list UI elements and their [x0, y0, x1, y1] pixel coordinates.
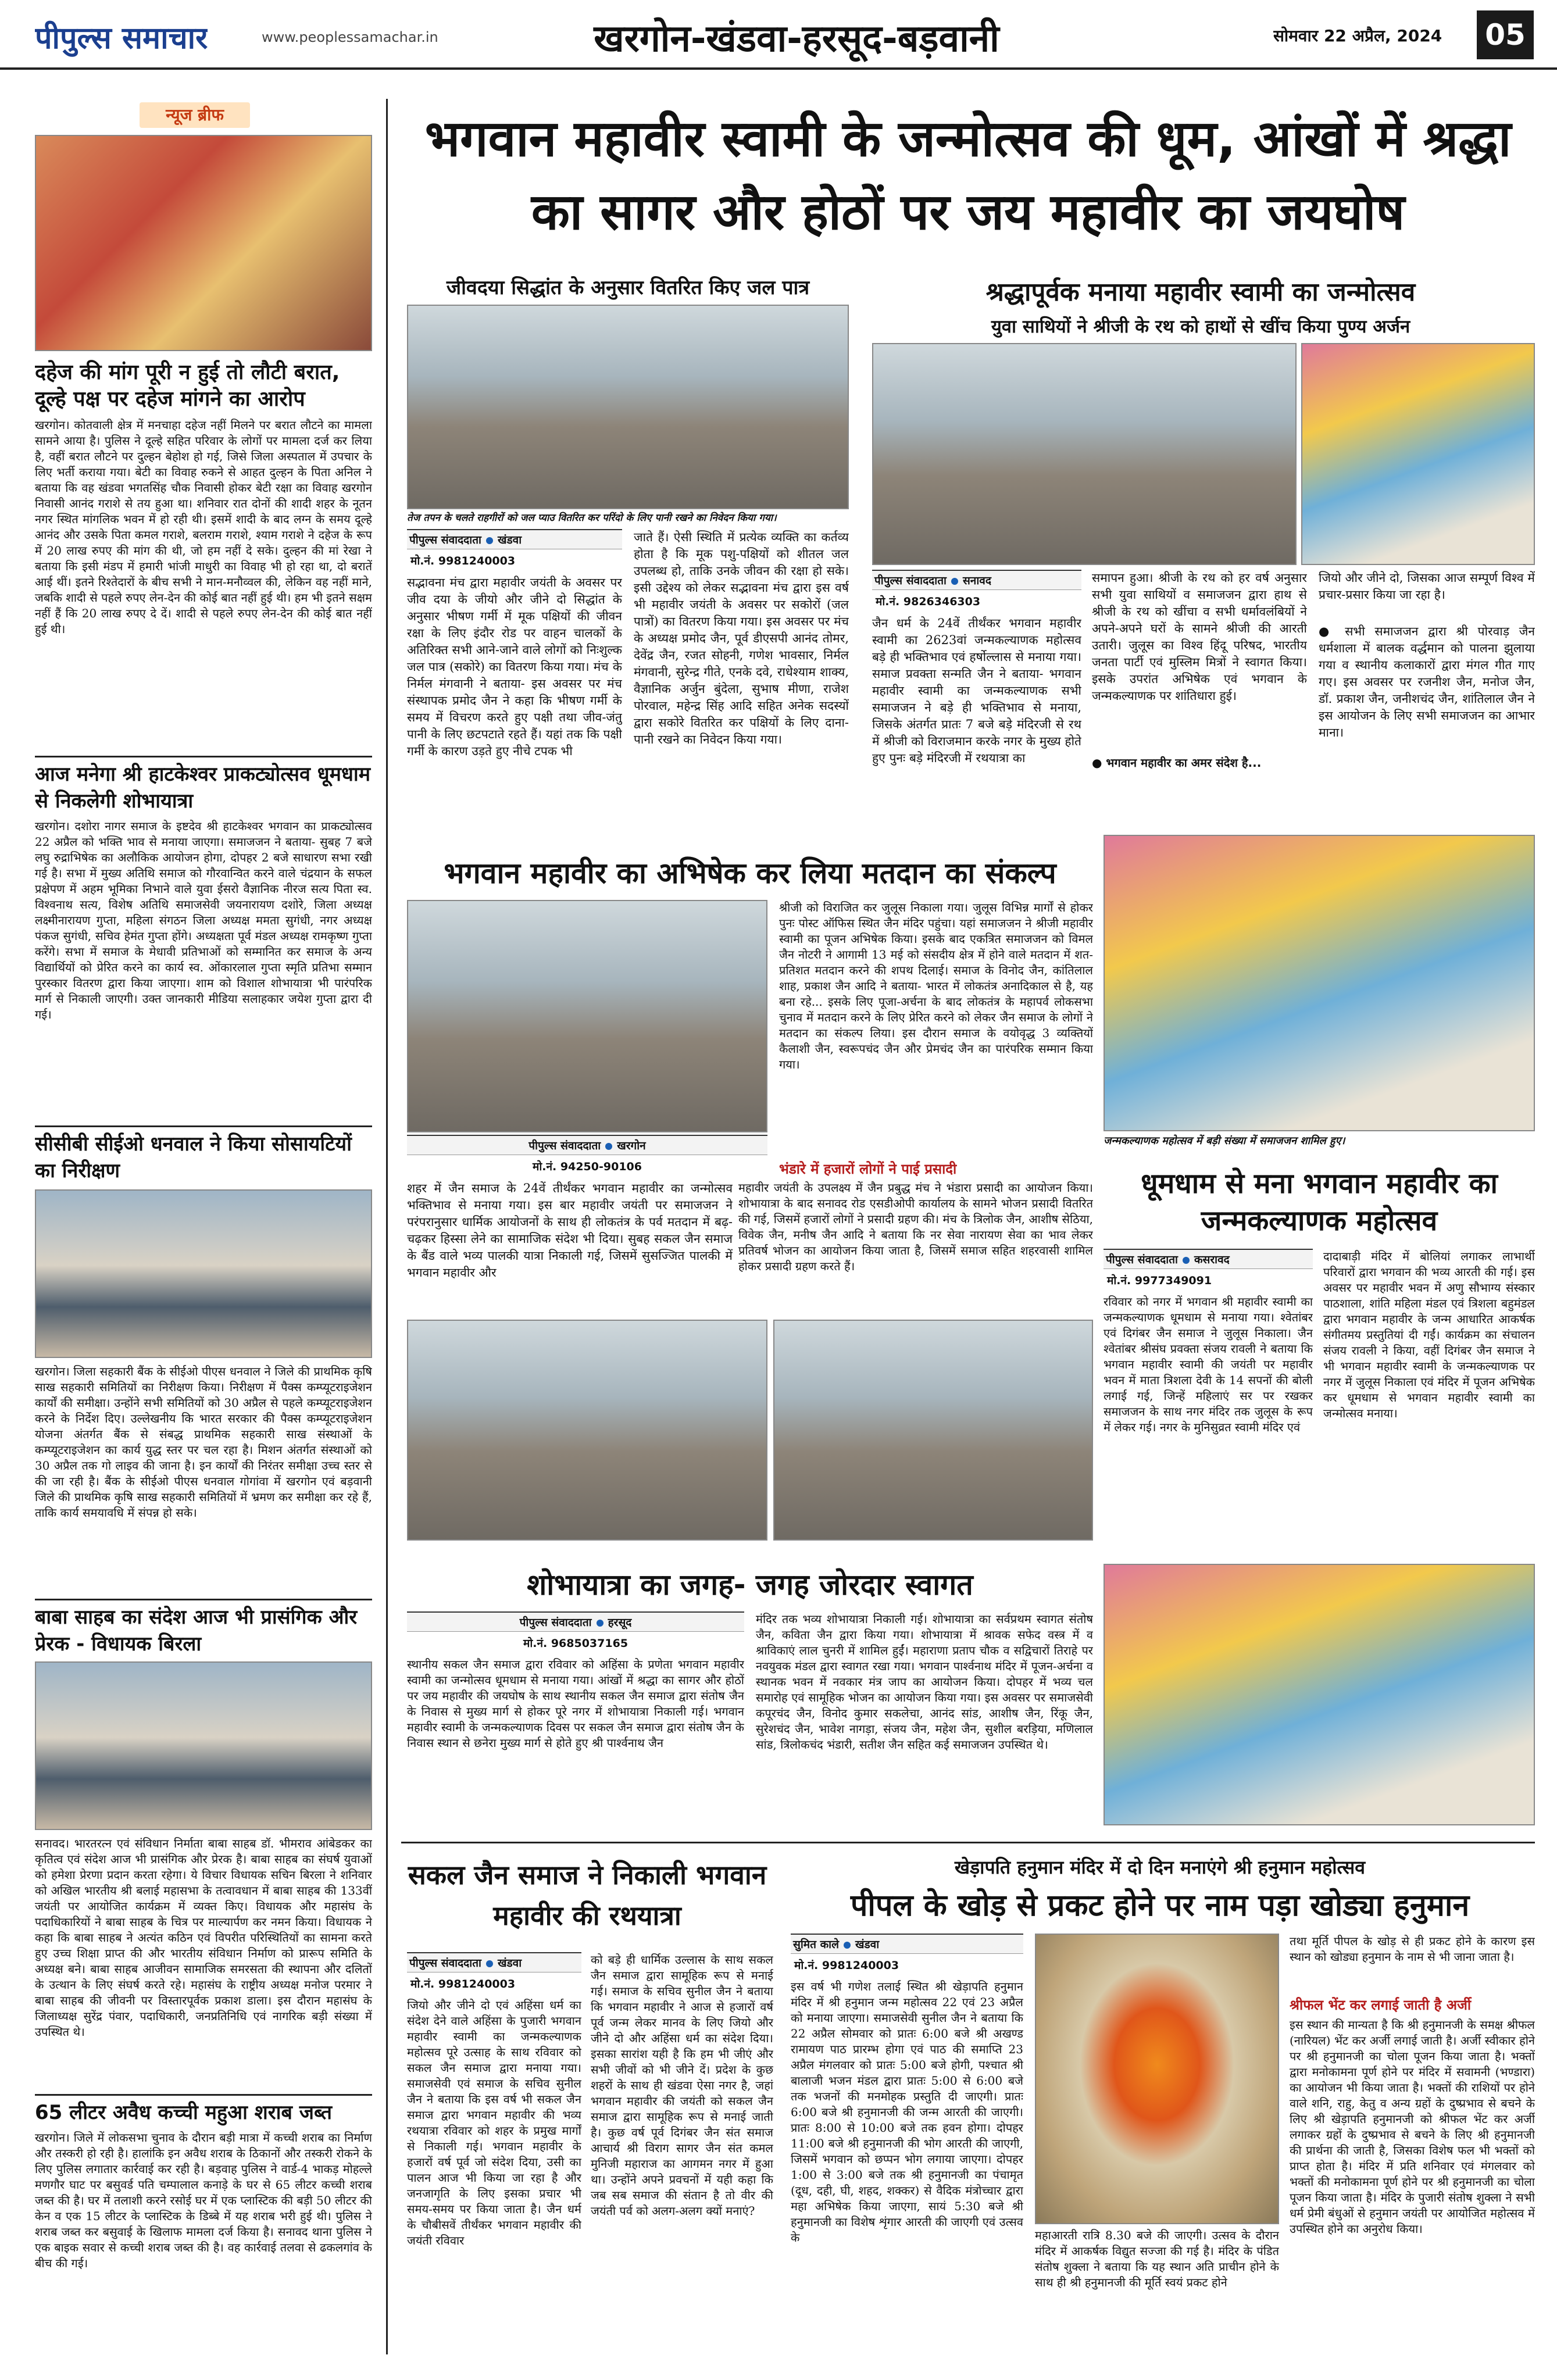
byline-place: हरसूद [608, 1616, 632, 1629]
sanawad-bullet-2 [1319, 623, 1535, 809]
byline-place: खरगोन [617, 1139, 646, 1152]
byline-text: पीपुल्स संवाददाता [1106, 1253, 1178, 1266]
byline-place: खंडवा [497, 1957, 522, 1970]
page-number: 05 [1477, 10, 1534, 59]
water-mobile: मो.नं. 9981240003 [410, 555, 516, 567]
khargone-mobile: मो.नं. 94250-90106 [533, 1160, 642, 1173]
byline-text: पीपुल्स संवाददाता [409, 1957, 481, 1970]
brief-2-body: खरगोन। दशोरा नागर समाज के इष्टदेव श्री हाटकेश्वर भगवान का प्राकट्योत्सव 22 अप्रैल को भक्ति भाव से मनाया जाएगा। समाजजन ने बताया- सुबह 7 बजे लघु रुद्राभिषेक का अलौकिक आयोजन होगा, दोपहर 2 बजे साधारण सभा रखी गई है। सभा में मुख्य अतिथि समाज को गौरवान्वित करने वाले चंद्रयान के सफल प्रक्षेपण में अहम भूमिका निभाने वाले युवा ईसरो वैज्ञानिक नीरज सत्य पिता स्व. विश्वनाथ सत्य, विशेष अतिथि समाजसेवी जयनारायण दशोरे, जिला अध्यक्ष लक्ष्मीनारायण गुप्ता, महिला संगठन जिला अध्यक्ष ममता सुगंधी, नगर अध्यक्ष पंकज सुगंधी, सचिव हेमंत गुप्ता होंगे। अध्यक्षता पूर्व मंडल अध्यक्ष रामकृष्ण गुप्ता करेंगे। सभा में समाज के मेधावी प्रतिभाओं को सम्मानित कर समाज के अन्य विद्यार्थियों को प्रेरित करने का कार्य स्व. ओंकारलाल गुप्ता स्मृति प्रतिभा सम्मान पुरस्कार वितरण द्वारा किया जाएगा। शाम को विशाल शोभायात्रा भी पारंपरिक मार्ग से निकाली जाएगी। उक्त जानकारी मीडिया सलाहकार जयेश गुप्ता द्वारा दी गई। [35, 819, 372, 1021]
water-col-2: जाते हैं। ऐसी स्थिति में प्रत्येक व्यक्ति का कर्तव्य होता है कि मूक पशु-पक्षियों को शीतल जल उपलब्ध हो, ताकि उनके जीवन की रक्षा हो सके। इसी उद्देश्य को लेकर सद्भावना मंच द्वारा इस वर्ष भी महावीर जयंती के अवसर पर सकोरों (जल पात्रों) का वितरण किया गया। इस अवसर पर मंच के अध्यक्ष प्रमोद जैन, पूर्व डीएसपी आनंद तोमर, देवेंद्र जैन, रजत सोहनी, गणेश भावसार, निर्मल मंगवानी, सुरेन्द्र गीते, एनके दवे, राधेश्याम शाक्य, वैज्ञानिक अर्जुन बुंदेला, सुभाष मीणा, राजेश पोरवाल, महेन्द्र सिंह आदि सहित अनेक सदस्यों द्वारा सकोरे वितरित कर पक्षियों के लिए दाना-पानी रखने का निवेदन किया गया। [634, 530, 849, 746]
sanawad-byline [872, 570, 1081, 590]
abhishek-procession-photo [407, 900, 767, 1132]
water-pots-photo [407, 305, 849, 509]
section-divider [401, 1842, 1535, 1843]
brief-5-body: खरगोन। जिले में लोकसभा चुनाव के दौरान बड़ी मात्रा में कच्ची शराब का निर्माण और तस्करी हो रही है। हालांकि इन अवैध शराब के ठिकानों और तस्करी रोकने के लिए पुलिस लगातार कार्रवाई कर रही है। बड़वाह पुलिस ने वार्ड-4 भाकड़ मोहल्ले मणगौर घाट पर बसुवर्ड पति चम्पालाल कनाड़े के घर से 65 लीटर कच्ची शराब जब्त की है। घर में तलाशी करने रसोई घर में एक प्लास्टिक की बड़ी 50 लीटर की केन व एक 15 लीटर के प्लास्टिक के डिब्बे में यह शराब भरी हुई थी। पुलिस ने शराब जब्त कर बसुवाई के खिलाफ मामला दर्ज किया है। सनावद थाना पुलिस ने एक बाइक सवार से कच्ची शराब जब्त की है। वह कार्रवाई तलवा से ढकलगांव के बीच की गई। [35, 2131, 372, 2270]
place-dot-icon [597, 1620, 603, 1627]
byline-place: सनावद [962, 574, 991, 587]
lead-headline: भगवान महावीर स्वामी के जन्मोत्सव की धूम, आंखों में श्रद्धा का सागर और होठों पर जय महावीर का जयघोष [424, 110, 1512, 241]
place-dot-icon [486, 1960, 493, 1967]
ceo-inspection-photo [35, 1189, 372, 1358]
byline-text: पीपुल्स संवाददाता [519, 1616, 592, 1629]
byline-text: पीपुल्स संवाददाता [528, 1139, 601, 1152]
hanuman-subhead: श्रीफल भेंट कर लगाई जाती है अर्जी [1290, 1997, 1472, 2013]
kasrawad-headline: धूमधाम से मना भगवान महावीर का जन्मकल्याणक महोत्सव [1141, 1167, 1498, 1237]
bullet-text: सभी समाजजन द्वारा श्री पोरवाड़ जैन धर्मशाला में बालक वर्द्धमान को पालना झुलाया गया व स्थानीय कलाकारों द्वारा मंगल गीत गाए गए। इस अवसर पर रजनीश जैन, मनोज जैन, डॉ. प्रकाश जैन, जनीशचंद जैन, शांतिलाल जैन ने इस आयोजन के लिए सभी समाजजन का आभार माना। [1319, 624, 1535, 739]
issue-date: सोमवार 22 अप्रैल, 2024 [1273, 26, 1442, 45]
khargone-col-2: श्रीजी को विराजित कर जुलूस निकाला गया। जुलूस विभिन्न मार्गों से होकर पुनः पोस्ट ऑफिस स्थित जैन मंदिर पहुंचा। यहां समाजजन ने श्रीजी महावीर स्वामी का पूजन अभिषेक किया। इसके बाद एकत्रित समाजजन को विमल जैन नोटरी ने आगामी 13 मई को संसदीय क्षेत्र में होने वाले मतदान में शत-प्रतिशत मतदान करने की शपथ दिलाई। समाज के विनोद जैन, कांतिलाल शाह, प्रकाश जैन आदि ने बताया- भारत में लोकतंत्र अनादिकाल से है, यह बना रहे... इसके लिए पूजा-अर्चना के बाद लोकतंत्र के महापर्व लोकसभा चुनाव में मतदान करने के लिए प्रेरित करने को लेकर जैन समाज के लोगों ने मतदान का संकल्प लिया। इस दौरान समाज के वयोवृद्ध 3 व्यक्तियों कैलाशी जैन, स्वरूपचंद जैन और प्रेमचंद जैन का पारंपरिक सम्मान किया गया। [779, 900, 1093, 1071]
brief-2-headline: आज मनेगा श्री हाटकेश्वर प्राकट्योत्सव धूमधाम से निकलेगी शोभायात्रा [35, 756, 372, 814]
bullet-icon: ● [1092, 756, 1106, 770]
brief-4-body: सनावद। भारतरत्न एवं संविधान निर्माता बाबा साहब डॉ. भीमराव आंबेडकर का कृतित्व एवं संदेश आज भी प्रासंगिक और प्रेरक है। बाबा साहब का संघर्ष युवाओं को हमेशा प्रेरणा प्रदान करता रहेगा। ये विचार विधायक सचिन बिरला ने शनिवार को अखिल भारतीय श्री बलाई महासभा के तत्वावधान में बाबा साहब की 133वीं जयंती पर आयोजित कार्यक्रम में व्यक्त किए। विधायक और महासंघ के पदाधिकारियों ने बाबा साहब के चित्र पर माल्यार्पण कर नमन किया। विधायक ने कहा कि बाबा साहब ने अत्यंत कठिन एवं विपरीत परिस्थितियों का सामना करते हुए उच्च शिक्षा प्राप्त की और भारतीय संविधान निर्माण को प्रारूप समिति के अध्यक्ष बने। बाबा साहब आजीवन सामाजिक समरसता की स्थापना और दलितों के उत्थान के लिए संघर्ष करते रहे। महासंघ के राष्ट्रीय अध्यक्ष मनोज परमार ने बाबा साहब की जीवनी पर विस्तारपूर्वक प्रकाश डाला। इस दौरान महासंघ के जिलाध्यक्ष सुरेंद्र पंवार, पदाधिकारी, जनप्रतिनिधि एवं नागरिक बड़ी संख्या में उपस्थित थे। [35, 1836, 372, 2039]
hanuman-kicker: खेड़ापति हनुमान मंदिर में दो दिन मनाएंगे श्री हनुमान महोत्सव [954, 1856, 1366, 1878]
brief-label: न्यूज ब्रीफ [140, 102, 250, 128]
kasrawad-mobile: मो.नं. 9977349091 [1107, 1274, 1212, 1287]
hanuman-idol-photo [1035, 1934, 1279, 2224]
byline-text: पीपुल्स संवाददाता [874, 574, 947, 587]
place-dot-icon [844, 1942, 851, 1949]
hanuman-col-3: इस स्थान की मान्यता है कि श्री हनुमानजी के समक्ष श्रीफल (नारियल) भेंट कर अर्जी लगाई जाती है। अर्जी स्वीकार होने पर श्री हनुमानजी का चोला पूजन किया जाता है। भक्तों द्वारा मनोकामना पूर्ण होने पर मंदिर में सवामनी (भण्डारा) का आयोजन भी किया जाता है। भक्तों की राशियों पर होने वाले शनि, राहु, केतु व अन्य ग्रहों के दुष्प्रभाव से बचने के लिए श्री खेड़ापति हनुमानजी को श्रीफल भेंट कर अर्जी लगाकर ग्रहों के दुष्प्रभाव से बचने के लिए श्री हनुमानजी की प्रार्थना की जाती है, जिसका विशेष फल भी भक्तों को प्राप्त होता है। मंदिर में प्रति शनिवार एवं मंगलवार को भक्तों की मनोकामना पूर्ण होने पर श्री हनुमानजी का चोला पूजन किया जाता है। मंदिर के पुजारी संतोष शुक्ला ने सभी धर्म प्रेमी बंधुओं से हनुमान जयंती पर आयोजित महोत्सव में उपस्थित होने का अनुरोध किया। [1290, 2018, 1535, 2236]
brief-3-body: खरगोन। जिला सहकारी बैंक के सीईओ पीएस धनवाल ने जिले की प्राथमिक कृषि साख सहकारी समितियों का निरीक्षण किया। निरीक्षण में पैक्स कम्प्यूटराइजेशन कार्यों की समीक्षा। उन्होंने सभी समितियों को 30 अप्रैल से पहले कम्प्यूटराइजेशन करने के निर्देश दिए। उल्लेखनीय कि भारत सरकार की पैक्स कम्प्यूटराइजेशन योजना अंतर्गत बैंक से संबद्ध प्राथमिक सहकारी साख संस्थाओं के कम्प्यूटराइजेशन का कार्य युद्ध स्तर पर चल रहा है। मिशन अंतर्गत संस्थाओं को 30 अप्रैल तक गो लाइव की जाना है। इन कार्यों की निरंतर समीक्षा उच्च स्तर से की जा रही है। बैंक के सीईओ पीएस धनवाल गोगांवा में खरगोन एवं बड़वानी जिले की प्राथमिक कृषि साख सहकारी समितियों में भ्रमण कर समीक्षा कर रहे हैं, ताकि कार्य समयावधि में संपन्न हो सके। [35, 1364, 372, 1520]
wedding-photo [35, 135, 372, 351]
kasrawad-byline [1104, 1249, 1313, 1269]
place-dot-icon [1183, 1257, 1190, 1264]
byline-place: कसरावद [1194, 1253, 1230, 1266]
khargone-headline: भगवान महावीर का अभिषेक कर लिया मतदान का संकल्प [444, 856, 1056, 890]
hanuman-headline: पीपल के खोड़ से प्रकट होने पर नाम पड़ा खोड्या हनुमान [850, 1888, 1470, 1923]
byline-text: सुमित काले [793, 1938, 839, 1951]
sanawad-col-1: जैन धर्म के 24वें तीर्थंकर भगवान महावीर स्वामी का 2623वां जन्मकल्याणक महोत्सव बड़े ही भक्तिभाव एवं हर्षोल्लास से मनाया गया। समाज प्रवक्ता सन्मति जैन ने बताया- भगवान महावीर स्वामी का जन्मकल्याणक सभी समाजजन ने बड़े ही भक्तिभाव से मनाया, जिसके अंतर्गत प्रातः 7 बजे बड़े मंदिरजी से रथ में श्रीजी को विराजमान करके नगर के मुख्य होते हुए पुनः बड़े मंदिरजी में रथयात्रा का [872, 616, 1081, 765]
place-dot-icon [951, 578, 958, 585]
byline-place: खंडवा [497, 534, 522, 546]
rath-col-2: को बड़े ही धार्मिक उल्लास के साथ सकल जैन समाज द्वारा सामूहिक रूप से मनाई गई। समाज के सचिव सुनील जैन ने बताया कि भगवान महावीर ने आज से हजारों वर्ष पूर्व जन्म लेकर मानव के लिए जियो और जीने दो और अहिंसा धर्म का संदेश दिया। इसका सारांश यही है कि हम भी जीएं और सभी जीवों को भी जीने दें। प्रदेश के कुछ शहरों के साथ ही खंडवा ऐसा नगर है, जहां भगवान महावीर की जयंती को सकल जैन समाज द्वारा सामूहिक रूप से मनाई जाती है। कुछ वर्ष पूर्व दिगंबर जैन संत समाज आचार्य श्री विराग सागर जैन संत कमल मुनिजी महाराज का आगमन नगर में हुआ था। उन्होंने अपने प्रवचनों में यही कहा कि जब सब समाज की संतान है तो वीर की जयंती पर्व को अलग-अलग क्यों मनाएं? [591, 1953, 773, 2218]
kasrawad-caption: जन्मकल्याणक महोत्सव में बड़ी संख्या में समाजजन शामिल हुए। [1104, 1134, 1535, 1149]
sanawad-bullet-1 [1092, 755, 1307, 770]
water-byline [407, 529, 622, 549]
kasrawad-col-1: रविवार को नगर में भगवान श्री महावीर स्वामी का जन्मकल्याणक धूमधाम से मनाया गया। श्वेतांबर एवं दिगंबर जैन समाज ने जुलूस निकाला। जैन श्वेतांबर श्रीसंघ प्रवक्ता संजय रावली ने बताया कि भगवान महावीर स्वामी की जयंती पर महावीर भवन में माता त्रिशला देवी के 14 सपनों की बोली लगाई गई, जिन्हें महिलाएं सर पर रखकर समाजजन के साथ नगर मंदिर तक जुलूस के रूप में लेकर गई। नगर के मुनिसुव्रत स्वामी मंदिर एवं [1104, 1295, 1313, 1434]
brief-5-headline: 65 लीटर अवैध कच्ची महुआ शराब जब्त [35, 2094, 372, 2126]
sanawad-headline: श्रद्धापूर्वक मनाया महावीर स्वामी का जन्मोत्सव [985, 277, 1416, 307]
kasrawad-col-2: दादाबाड़ी मंदिर में बोलियां लगाकर लाभार्थी परिवारों द्वारा भगवान की भव्य आरती की गई। इस अवसर पर महावीर भवन में अणु सौभाग्य संस्कार पाठशाला, शांति महिला मंडल एवं त्रिशला बहुमंडल द्वारा भगवान महावीर के जन्म आधारित आकर्षक संगीतमय प्रस्तुतियां दी गईं। कार्यक्रम का संचालन संजय रावली ने किया, वहीं दिगंबर जैन समाज ने भी भगवान महावीर स्वामी के जन्मकल्याणक पर नगर में जुलूस निकाला एवं मंदिर में पूजन अभिषेक कर धूमधाम से भगवान महावीर स्वामी का जन्मोत्सव मनाया। [1323, 1249, 1535, 1420]
rath-mobile: मो.नं. 9981240003 [410, 1978, 516, 1991]
rath-headline: सकल जैन समाज ने निकाली भगवान महावीर की रथयात्रा [408, 1859, 767, 1931]
place-dot-icon [486, 537, 493, 544]
masthead [0, 0, 1557, 70]
sanawad-col-3: जियो और जीने दो, जिसका आज सम्पूर्ण विश्व में प्रचार-प्रसार किया जा रहा है। [1319, 571, 1535, 602]
khargone-subhead: भंडारे में हजारों लोगों ने पाई प्रसादी [779, 1161, 957, 1177]
byline-place: खंडवा [855, 1938, 880, 1951]
sanawad-col-2: समापन हुआ। श्रीजी के रथ को हर वर्ष अनुसार सभी युवा साथियों व समाजजन द्वारा हाथ से श्रीजी के रथ को खींचा व सभी धर्मावलंबियों ने अपने-अपने घरों के सामने श्रीजी की आरती उतारी। जुलूस का विश्व हिंदू परिषद, भारतीय जनता पार्टी एवं मुस्लिम मित्रों ने स्वागत किया। इसके उपरांत अभिषेक एवं भगवान के जन्मकल्याणक पर शांतिधारा हुई। [1092, 571, 1307, 703]
bullet-text: भगवान महावीर का अमर संदेश है... [1106, 756, 1262, 770]
hanuman-col-1: इस वर्ष भी गणेश तलाई स्थित श्री खेड़ापति हनुमान मंदिर में श्री हनुमान जन्म महोत्सव 22 एवं 23 अप्रैल को मनाया जाएगा। समाजसेवी सुनील जैन ने बताया कि 22 अप्रैल सोमवार को प्रातः 6:00 बजे श्री अखण्ड रामायण पाठ प्रारम्भ होगा एवं पाठ की समाप्ति 23 अप्रैल मंगलवार को प्रातः 5:00 बजे होगी, पश्चात श्री बालाजी भजन मंडल द्वारा प्रातः 5:00 से 6:00 बजे तक भजनों की मनमोहक प्रस्तुति दी जाएगी। प्रातः 6:00 बजे श्री हनुमानजी की जन्म आरती की जाएगी। प्रातः 8:00 से 10:00 बजे तक हवन होगा। दोपहर 11:00 बजे श्री हनुमानजी की भोग आरती की जाएगी, जिसमें भगवान को छप्पन भोग लगाया जाएगा। दोपहर 1:00 से 3:00 बजे तक श्री हनुमानजी का पंचामृत (दूध, दही, घी, शहद, शक्कर) से वैदिक मंत्रोच्चार द्वारा महा अभिषेक किया जाएगा, सायं 5:30 बजे श्री हनुमानजी का विशेष शृंगार आरती की जाएगी एवं उत्सव के [791, 1979, 1023, 2245]
place-dot-icon [605, 1143, 612, 1150]
harsud-procession-photo-1 [407, 1320, 767, 1541]
site-url[interactable]: www.peoplessamachar.in [262, 29, 438, 45]
byline-text: पीपुल्स संवाददाता [409, 534, 481, 546]
logo: पीपुल्स समाचार [35, 21, 208, 56]
hanuman-mobile: मो.नं. 9981240003 [794, 1959, 899, 1972]
column-rule [386, 99, 388, 2354]
section-title: खरगोन-खंडवा-हरसूद-बड़वानी [594, 17, 999, 60]
khargone-byline [407, 1135, 767, 1155]
brief-4-headline: बाबा साहब का संदेश आज भी प्रासंगिक और प्रेरक - विधायक बिरला [35, 1599, 372, 1657]
khargone-col-1: शहर में जैन समाज के 24वें तीर्थंकर भगवान महावीर का जन्मोत्सव भक्तिभाव से मनाया गया। इस बार महावीर जयंती पर समाजजन ने परंपरानुसार धार्मिक आयोजनों के साथ ही लोकतंत्र के पर्व मतदान में बढ़-चढ़कर हिस्सा लेने का सामाजिक संदेश भी दिया। सुबह सकल जैन समाज के बैंड वाले भव्य पालकी यात्रा निकाली गई, जिसमें सुसज्जित पालकी में भगवान महावीर और [407, 1181, 733, 1280]
hanuman-byline [791, 1934, 1023, 1954]
water-headline: जीवदया सिद्धांत के अनुसार वितरित किए जल पात्र [446, 276, 810, 299]
brief-1-headline: दहेज की मांग पूरी न हुई तो लौटी बरात, दूल्हे पक्ष पर दहेज मांगने का आरोप [35, 360, 340, 411]
harsud-col-2: मंदिर तक भव्य शोभायात्रा निकाली गई। शोभायात्रा का सर्वप्रथम स्वागत संतोष जैन, कविता जैन द्वारा किया गया। शोभायात्रा में श्रावक सफेद वस्त्र में व श्राविकाएं लाल चुनरी में शामिल हुईं। महाराणा प्रताप चौक व सद्विचारों तिराहे पर नवयुवक मंडल द्वारा स्वागत रखा गया। भगवान पार्श्वनाथ मंदिर में पूजन-अर्चना व स्थानक भवन में नवकार मंत्र जाप का आयोजन किया। दोपहर में भव्य चल समारोह एवं सामूहिक भोजन का आयोजन किया गया। इस अवसर पर समाजसेवी कपूरचंद जैन, विनोद कुमार सकलेचा, आनंद सांड, आशीष जैन, रिंकू जैन, सुरेशचंद जैन, भावेश नागड़ा, संजय जैन, महेश जैन, सुशील बरड़िया, मणिलाल सांड, त्रिलोकचंद भंडारी, सतीश जैन सहित कई समाजजन उपस्थित थे। [756, 1612, 1093, 1752]
hanuman-col-2: तथा मूर्ति पीपल के खोड़ से ही प्रकट होने के कारण इस स्थान को खोड्या हनुमान के नाम से भी जाना जाता है। [1290, 1934, 1535, 1964]
rath-byline [407, 1952, 581, 1972]
water-col-1: सद्भावना मंच द्वारा महावीर जयंती के अवसर पर जीव दया के जीयो और जीने दो सिद्धांत के अनुसार भीषण गर्मी में मूक पक्षियों की जीवन रक्षा के लिए इंदौर रोड पर वाहन चालकों के अतिरिक्त सभी आने-जाने वाले लोगों को निःशुल्क जल पात्र (सकोरे) का वितरण किया गया। मंच के निर्मल मंगवानी ने बताया- इस अवसर पर मंच संस्थापक प्रमोद जैन ने कहा कि भीषण गर्मी के समय में विचरण करते हुए पक्षी तथा जीव-जंतु पानी के लिए छटपटाते रहते हैं। यहां तक कि पक्षी गर्मी के कारण उड़ते हुए नीचे टपक भी [407, 576, 622, 758]
sanawad-mobile: मो.नं. 9826346303 [876, 595, 981, 608]
women-kalash-photo [1104, 1564, 1535, 1825]
brief-3-headline: सीसीबी सीईओ धनवाल ने किया सोसायटियों का निरीक्षण [35, 1125, 372, 1184]
harsud-byline [407, 1611, 744, 1632]
ambedkar-event-photo [35, 1661, 372, 1830]
harsud-col-1: स्थानीय सकल जैन समाज द्वारा रविवार को अहिंसा के प्रणेता भगवान महावीर स्वामी का जन्मोत्सव धूमधाम से मनाया गया। आंखों में श्रद्धा का सागर और होठों पर जय महावीर की जयघोष के साथ स्थानीय सकल जैन समाज द्वारा संतोष जैन के निवास से मुख्य मार्ग से होकर पूरे नगर में शोभायात्रा निकाली गई। भगवान महावीर स्वामी के जन्मकल्याणक दिवस पर सकल जैन समाज द्वारा संतोष जैन के निवास स्थान से छनेरा मुख्य मार्ग से होते हुए श्री पार्श्वनाथ जैन [407, 1657, 744, 1750]
bullet-icon: ● [1319, 624, 1345, 638]
harsud-mobile: मो.नं. 9685037165 [523, 1637, 628, 1650]
water-caption: तेज तपन के चलते राहगीरों को जल प्याउ वितरित कर परिंदो के लिए पानी रखने का निवेदन किया गया। [407, 510, 849, 526]
kasrawad-procession-photo [1104, 835, 1535, 1131]
khargone-col-3: महावीर जयंती के उपलक्ष्य में जैन प्रबुद्ध मंच ने भंडारा प्रसादी का आयोजन किया। शोभायात्रा के बाद सनावद रोड एसडीओपी कार्यालय के सामने भोजन प्रसादी वितरित की गई, जिसमें हजारों लोगों ने प्रसादी ग्रहण की। मंच के त्रिलोक जैन, आशीष सेठिया, विवेक जैन, मनीष जैन आदि ने बताया कि नर सेवा नारायण सेवा का भाव लेकर प्रतिवर्ष भोजन का आयोजन किया जाता है, जिसमें समाज सहित शहरवासी शामिल होकर प्रसादी ग्रहण करते हैं। [738, 1181, 1093, 1273]
brief-1-body: खरगोन। कोतवाली क्षेत्र में मनचाहा दहेज नहीं मिलने पर बरात लौटने का मामला सामने आया है। पुलिस ने दूल्हे सहित परिवार के लोगों पर मामला दर्ज कर लिया है, वहीं बरात लौटने पर दुल्हन बेहोश हो गई, जिसे जिला अस्पताल में उपचार के लिए भर्ती कराया गया। बेटी का विवाह रुकने से आहत दुल्हन के पिता अनिल ने बताया कि वह खंडवा भगतसिंह चौक निवासी होकर बेटी रक्षा का विवाह खरगोन निवासी आनंद गराशे से तय हुआ था। शनिवार रात दोनों की शादी शहर के नूतन नगर स्थित मांगलिक भवन में हो रही थी। इसमें शादी के बाद लग्न के समय दूल्हे आनंद और उसके पिता कमल गराशे, बलराम गराशे, श्याम गराशे ने दहेज के रूप में 20 लाख रुपए की मांग की थी, जो हम नहीं दे सके। दुल्हन की मां रेखा ने बताया कि इसी मंडप में हमारी भांजी माधुरी का विवाह भी हो रहा था, दो बरातें आई थीं। इतने रिश्तेदारों के बीच सभी ने मान-मनौव्वल की, लेकिन वह नहीं माने, जबकि शादी से पहले रुपए लेन-देन की कोई बात नहीं हुई थी। हम भी इतने सक्षम नहीं हैं कि 20 लाख रुपए दे दें। शादी से पहले रुपए लेन-देन की कोई बात नहीं हुई थी। [35, 418, 372, 636]
hanuman-photo-caption: महाआरती रात्रि 8.30 बजे की जाएगी। उत्सव के दौरान मंदिर में आकर्षक विद्युत सज्जा की गई है। मंदिर के पंडित संतोष शुक्ला ने बताया कि यह स्थान अति प्राचीन होने के साथ ही श्री हनुमानजी की मूर्ति स्वयं प्रकट होने [1035, 2228, 1279, 2289]
rath-col-1: जियो और जीने दो एवं अहिंसा धर्म का संदेश देने वाले अहिंसा के पुजारी भगवान महावीर स्वामी का जन्मकल्याणक महोत्सव पूरे उत्साह के साथ रविवार को सकल जैन समाज द्वारा मनाया गया। समाजसेवी एवं समाज के सचिव सुनील जैन ने बताया कि इस वर्ष भी सकल जैन समाज द्वारा भगवान महावीर की भव्य रथयात्रा रविवार को शहर के प्रमुख मार्गों से निकाली गई। भगवान महावीर के हजारों वर्ष पूर्व जो संदेश दिया, उसी का पालन आज भी किया जा रहा है और जनजागृति के लिए इसका प्रचार भी समय-समय पर किया जाता है। जैन धर्म के चौबीसवें तीर्थंकर भगवान महावीर की जयंती रविवार [407, 1998, 581, 2247]
procession-street-photo [1301, 343, 1535, 565]
sanawad-subhead: युवा साथियों ने श्रीजी के रथ को हाथों से खींच किया पुण्य अर्जन [991, 316, 1410, 337]
harsud-procession-photo-2 [773, 1320, 1093, 1541]
chariot-procession-photo [872, 343, 1297, 565]
harsud-headline: शोभायात्रा का जगह- जगह जोरदार स्वागत [527, 1568, 973, 1602]
